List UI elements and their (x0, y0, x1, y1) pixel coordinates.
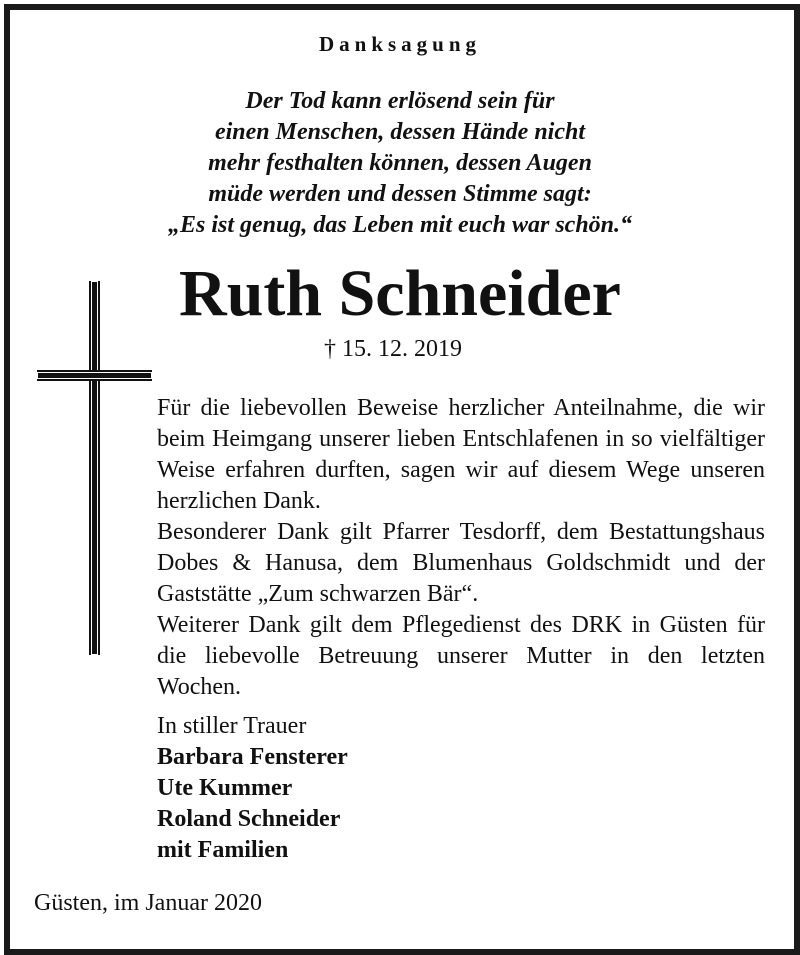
mourning-intro: In stiller Trauer (157, 713, 307, 739)
mourner-name: mit Familien (157, 837, 289, 863)
deceased-name: Ruth Schneider (179, 257, 621, 330)
death-date: † 15. 12. 2019 (324, 336, 462, 362)
mourner-name: Ute Kummer (157, 775, 293, 801)
poem-line: Der Tod kann erlösend sein für (245, 88, 555, 114)
thanks-text (157, 393, 765, 703)
poem (0, 86, 800, 241)
paragraph: Besonderer Dank gilt Pfarrer Tesdorff, dem Bestattungshaus Dobes & Hanusa, dem Blumenhaus Goldschmidt und der Gaststätte „Zum schwarzen Bär“. (157, 519, 765, 607)
poem-line: mehr festhalten können, dessen Augen (208, 150, 592, 176)
cross-vertical-bar (89, 281, 100, 655)
mourner-name: Roland Schneider (157, 806, 341, 832)
heading: Danksagung (318, 32, 482, 56)
cross-horizontal-bar (37, 370, 152, 381)
poem-line: einen Menschen, dessen Hände nicht (214, 119, 586, 145)
mourner-name: Barbara Fensterer (157, 744, 348, 770)
place-date: Güsten, im Januar 2020 (34, 890, 262, 916)
poem-line: „Es ist genug, das Leben mit euch war schön.“ (167, 212, 633, 238)
poem-line: müde werden und dessen Stimme sagt: (208, 181, 592, 207)
paragraph: Weiterer Dank gilt dem Pflegedienst des DRK in Güsten für die liebevolle Betreuung unserer Mutter in den letzten Wochen. (157, 612, 765, 700)
signature-block (157, 711, 348, 866)
paragraph: Für die liebevollen Beweise herzlicher Anteilnahme, die wir beim Heimgang unserer lieben Entschlafenen in so vielfältiger Weise erfahren durften, sagen wir auf diesem Wege unseren herzlichen Dank. (157, 395, 765, 514)
